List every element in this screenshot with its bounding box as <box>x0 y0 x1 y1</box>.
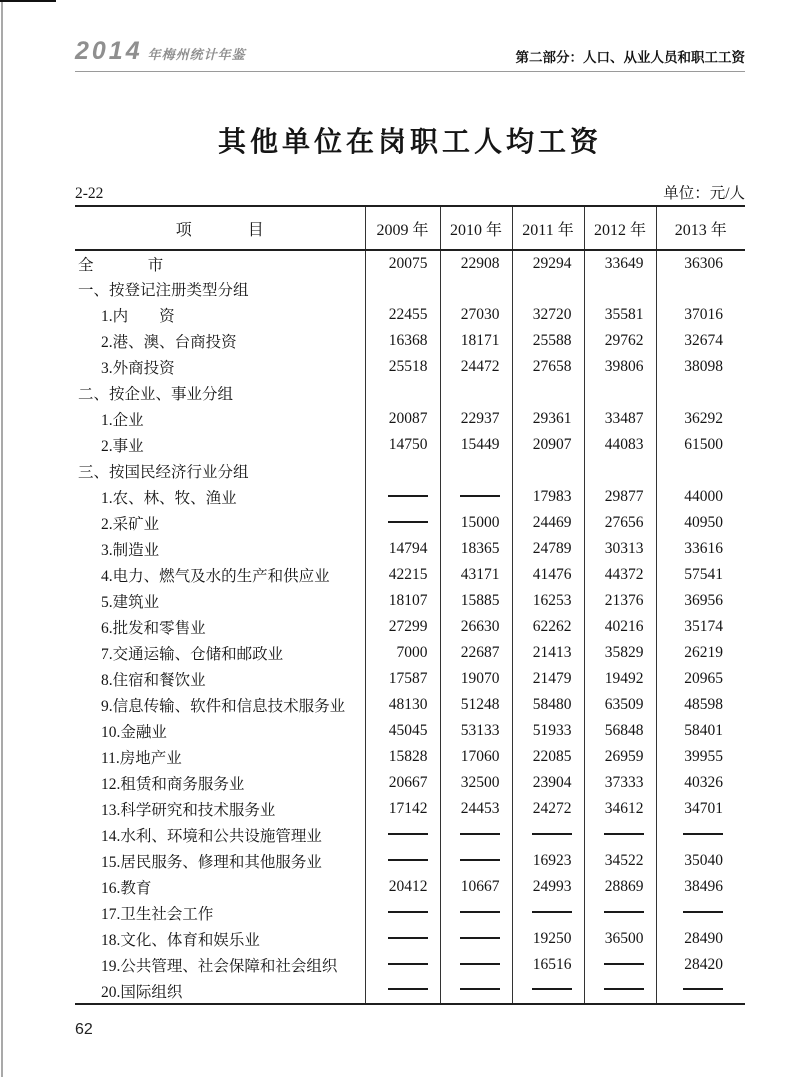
value-cell: 27030 <box>440 302 512 328</box>
table-row <box>75 848 745 874</box>
value-cell: 38098 <box>656 354 745 380</box>
value-cell: 35581 <box>584 302 656 328</box>
missing-value-dash <box>532 833 572 835</box>
missing-value-dash <box>460 937 500 939</box>
value-cell <box>512 900 584 926</box>
value-cell: 24789 <box>512 536 584 562</box>
value-cell <box>365 848 440 874</box>
missing-value-dash <box>388 833 428 835</box>
item-label-cell: 13.科学研究和技术服务业 <box>101 802 276 819</box>
value-cell <box>512 458 584 484</box>
header-row <box>75 206 745 250</box>
value-cell: 42215 <box>365 562 440 588</box>
item-label-cell: 3.制造业 <box>101 542 160 559</box>
value-cell <box>584 276 656 302</box>
value-cell: 34522 <box>584 848 656 874</box>
value-cell: 25518 <box>365 354 440 380</box>
value-cell: 24453 <box>440 796 512 822</box>
value-cell: 39955 <box>656 744 745 770</box>
missing-value-dash <box>388 495 428 497</box>
value-cell <box>584 900 656 926</box>
item-label-cell: 1.内 资 <box>101 308 175 325</box>
value-cell: 34612 <box>584 796 656 822</box>
value-cell: 20412 <box>365 874 440 900</box>
missing-value-dash <box>388 937 428 939</box>
yearbook-logo-text: 年梅州统计年鉴 <box>147 47 246 62</box>
missing-value-dash <box>388 521 428 523</box>
value-cell <box>656 822 745 848</box>
item-label-cell: 一、按登记注册类型分组 <box>78 282 249 299</box>
missing-value-dash <box>604 988 644 990</box>
value-cell <box>365 276 440 302</box>
value-cell: 14750 <box>365 432 440 458</box>
value-cell: 33649 <box>584 250 656 276</box>
unit-label: 单位：元/人 <box>663 185 745 202</box>
value-cell <box>512 276 584 302</box>
missing-value-dash <box>604 911 644 913</box>
value-cell <box>440 952 512 978</box>
table-row <box>75 614 745 640</box>
value-cell <box>365 510 440 536</box>
item-label-cell: 2.事业 <box>101 438 144 455</box>
value-cell <box>365 822 440 848</box>
item-label-cell: 3.外商投资 <box>101 360 175 377</box>
value-cell: 29294 <box>512 250 584 276</box>
value-cell: 21413 <box>512 640 584 666</box>
value-cell <box>440 848 512 874</box>
value-cell: 57541 <box>656 562 745 588</box>
table-row <box>75 926 745 952</box>
value-cell: 19250 <box>512 926 584 952</box>
value-cell: 53133 <box>440 718 512 744</box>
missing-value-dash <box>683 911 723 913</box>
value-cell: 21376 <box>584 588 656 614</box>
item-label-cell: 18.文化、体育和娱乐业 <box>101 932 260 949</box>
value-cell: 29762 <box>584 328 656 354</box>
value-cell <box>365 458 440 484</box>
value-cell <box>512 822 584 848</box>
missing-value-dash <box>388 859 428 861</box>
table-row <box>75 952 745 978</box>
value-cell: 20087 <box>365 406 440 432</box>
table-meta-row <box>75 181 745 203</box>
item-label-cell: 14.水利、环境和公共设施管理业 <box>101 828 322 845</box>
section-title: 第二部分：人口、从业人员和职工工资 <box>515 50 745 65</box>
value-cell: 15449 <box>440 432 512 458</box>
value-cell: 22455 <box>365 302 440 328</box>
item-label-cell: 7.交通运输、仓储和邮政业 <box>101 646 284 663</box>
value-cell: 15000 <box>440 510 512 536</box>
value-cell: 26219 <box>656 640 745 666</box>
value-cell <box>656 380 745 406</box>
value-cell <box>656 276 745 302</box>
item-label-cell: 9.信息传输、软件和信息技术服务业 <box>101 698 346 715</box>
table-row <box>75 796 745 822</box>
value-cell <box>365 926 440 952</box>
value-cell <box>365 484 440 510</box>
value-cell: 15885 <box>440 588 512 614</box>
value-cell: 56848 <box>584 718 656 744</box>
value-cell <box>440 978 512 1004</box>
value-cell: 26630 <box>440 614 512 640</box>
scan-corner-mark <box>0 0 56 2</box>
item-label-cell: 二、按企业、事业分组 <box>78 386 234 403</box>
table-row <box>75 588 745 614</box>
item-label-cell: 20.国际组织 <box>101 983 183 1001</box>
missing-value-dash <box>388 988 428 990</box>
missing-value-dash <box>388 911 428 913</box>
value-cell <box>584 380 656 406</box>
item-column-header: 项 目 <box>175 221 264 239</box>
missing-value-dash <box>460 988 500 990</box>
year-column-header: 2011 年 <box>512 206 584 250</box>
value-cell: 27658 <box>512 354 584 380</box>
value-cell <box>440 900 512 926</box>
value-cell: 24272 <box>512 796 584 822</box>
table-row <box>75 822 745 848</box>
missing-value-dash <box>388 963 428 965</box>
item-label-cell: 6.批发和零售业 <box>101 620 206 637</box>
value-cell: 58401 <box>656 718 745 744</box>
table-row <box>75 484 745 510</box>
value-cell: 61500 <box>656 432 745 458</box>
wage-table-body <box>75 250 745 1004</box>
value-cell: 40950 <box>656 510 745 536</box>
value-cell: 29877 <box>584 484 656 510</box>
value-cell: 24472 <box>440 354 512 380</box>
table-row <box>75 900 745 926</box>
value-cell: 51248 <box>440 692 512 718</box>
value-cell: 16368 <box>365 328 440 354</box>
value-cell: 18171 <box>440 328 512 354</box>
value-cell: 30313 <box>584 536 656 562</box>
table-row <box>75 718 745 744</box>
item-label-cell: 1.农、林、牧、渔业 <box>101 490 237 507</box>
value-cell <box>584 458 656 484</box>
missing-value-dash <box>460 963 500 965</box>
item-label-cell: 19.公共管理、社会保障和社会组织 <box>101 958 338 975</box>
item-label-cell: 1.企业 <box>101 412 144 429</box>
value-cell: 16253 <box>512 588 584 614</box>
value-cell: 7000 <box>365 640 440 666</box>
item-label-cell: 17.卫生社会工作 <box>101 906 214 923</box>
value-cell: 28869 <box>584 874 656 900</box>
value-cell <box>656 900 745 926</box>
value-cell: 22085 <box>512 744 584 770</box>
value-cell: 10667 <box>440 874 512 900</box>
table-row <box>75 458 745 484</box>
value-cell: 36500 <box>584 926 656 952</box>
value-cell: 22687 <box>440 640 512 666</box>
value-cell: 25588 <box>512 328 584 354</box>
value-cell: 37333 <box>584 770 656 796</box>
missing-value-dash <box>532 988 572 990</box>
missing-value-dash <box>683 833 723 835</box>
value-cell: 20667 <box>365 770 440 796</box>
value-cell: 45045 <box>365 718 440 744</box>
missing-value-dash <box>532 911 572 913</box>
missing-value-dash <box>460 911 500 913</box>
value-cell: 24993 <box>512 874 584 900</box>
value-cell: 20907 <box>512 432 584 458</box>
value-cell: 29361 <box>512 406 584 432</box>
item-label-cell: 4.电力、燃气及水的生产和供应业 <box>101 568 330 585</box>
table-row <box>75 562 745 588</box>
value-cell: 35829 <box>584 640 656 666</box>
value-cell: 35174 <box>656 614 745 640</box>
value-cell: 62262 <box>512 614 584 640</box>
missing-value-dash <box>683 988 723 990</box>
value-cell: 40326 <box>656 770 745 796</box>
value-cell: 16923 <box>512 848 584 874</box>
table-row <box>75 328 745 354</box>
value-cell <box>440 380 512 406</box>
value-cell: 17060 <box>440 744 512 770</box>
value-cell <box>656 458 745 484</box>
value-cell: 44000 <box>656 484 745 510</box>
value-cell <box>440 822 512 848</box>
value-cell: 44372 <box>584 562 656 588</box>
value-cell: 18107 <box>365 588 440 614</box>
value-cell: 36956 <box>656 588 745 614</box>
value-cell: 40216 <box>584 614 656 640</box>
value-cell <box>512 978 584 1004</box>
value-cell <box>584 822 656 848</box>
value-cell: 17587 <box>365 666 440 692</box>
missing-value-dash <box>460 859 500 861</box>
table-row <box>75 640 745 666</box>
value-cell <box>440 458 512 484</box>
value-cell: 48598 <box>656 692 745 718</box>
value-cell <box>365 380 440 406</box>
item-label-cell: 12.租赁和商务服务业 <box>101 776 245 793</box>
year-column-header: 2010 年 <box>440 206 512 250</box>
table-number: 2-22 <box>75 185 104 202</box>
page-number: 62 <box>75 1021 93 1038</box>
year-column-header: 2009 年 <box>365 206 440 250</box>
value-cell: 32674 <box>656 328 745 354</box>
table-row <box>75 692 745 718</box>
value-cell: 14794 <box>365 536 440 562</box>
table-row <box>75 874 745 900</box>
value-cell <box>584 952 656 978</box>
table-row <box>75 302 745 328</box>
value-cell <box>440 484 512 510</box>
scan-left-edge-line <box>1 0 3 1077</box>
table-row <box>75 250 745 276</box>
value-cell <box>584 978 656 1004</box>
value-cell: 33487 <box>584 406 656 432</box>
table-row <box>75 406 745 432</box>
yearbook-logo <box>75 37 246 66</box>
wage-table <box>75 205 745 1005</box>
item-label-cell: 15.居民服务、修理和其他服务业 <box>101 854 322 871</box>
value-cell: 19492 <box>584 666 656 692</box>
value-cell: 16516 <box>512 952 584 978</box>
table-row <box>75 744 745 770</box>
missing-value-dash <box>460 833 500 835</box>
item-label-cell: 10.金融业 <box>101 724 167 741</box>
value-cell <box>440 276 512 302</box>
table-row <box>75 276 745 302</box>
value-cell: 17983 <box>512 484 584 510</box>
value-cell: 22908 <box>440 250 512 276</box>
item-label-cell: 三、按国民经济行业分组 <box>78 464 249 481</box>
value-cell: 63509 <box>584 692 656 718</box>
value-cell: 27656 <box>584 510 656 536</box>
value-cell: 19070 <box>440 666 512 692</box>
value-cell: 20965 <box>656 666 745 692</box>
value-cell: 17142 <box>365 796 440 822</box>
value-cell: 35040 <box>656 848 745 874</box>
yearbook-logo-year: 2014 <box>75 37 143 65</box>
value-cell: 36306 <box>656 250 745 276</box>
value-cell <box>440 926 512 952</box>
item-label-cell: 2.采矿业 <box>101 516 160 533</box>
item-label-cell: 2.港、澳、台商投资 <box>101 334 237 351</box>
table-row <box>75 510 745 536</box>
value-cell: 23904 <box>512 770 584 796</box>
value-cell: 37016 <box>656 302 745 328</box>
value-cell: 58480 <box>512 692 584 718</box>
table-row <box>75 536 745 562</box>
item-label-cell: 全 市 <box>78 256 164 274</box>
value-cell: 38496 <box>656 874 745 900</box>
missing-value-dash <box>604 963 644 965</box>
value-cell: 41476 <box>512 562 584 588</box>
value-cell: 22937 <box>440 406 512 432</box>
value-cell: 24469 <box>512 510 584 536</box>
table-row <box>75 978 745 1004</box>
value-cell: 27299 <box>365 614 440 640</box>
value-cell: 18365 <box>440 536 512 562</box>
value-cell: 20075 <box>365 250 440 276</box>
item-label-cell: 11.房地产业 <box>101 750 182 767</box>
table-row <box>75 380 745 406</box>
value-cell: 15828 <box>365 744 440 770</box>
value-cell <box>656 978 745 1004</box>
wage-table-head <box>75 206 745 250</box>
value-cell <box>365 952 440 978</box>
value-cell: 51933 <box>512 718 584 744</box>
table-row <box>75 770 745 796</box>
value-cell <box>365 900 440 926</box>
value-cell: 28490 <box>656 926 745 952</box>
value-cell <box>512 380 584 406</box>
missing-value-dash <box>604 833 644 835</box>
value-cell: 48130 <box>365 692 440 718</box>
value-cell: 32720 <box>512 302 584 328</box>
item-label-cell: 5.建筑业 <box>101 594 160 611</box>
year-column-header: 2012 年 <box>584 206 656 250</box>
year-column-header: 2013 年 <box>656 206 745 250</box>
value-cell <box>365 978 440 1004</box>
missing-value-dash <box>460 495 500 497</box>
value-cell: 26959 <box>584 744 656 770</box>
value-cell: 43171 <box>440 562 512 588</box>
value-cell: 33616 <box>656 536 745 562</box>
value-cell: 44083 <box>584 432 656 458</box>
value-cell: 28420 <box>656 952 745 978</box>
value-cell: 36292 <box>656 406 745 432</box>
value-cell: 21479 <box>512 666 584 692</box>
item-label-cell: 8.住宿和餐饮业 <box>101 672 206 689</box>
table-row <box>75 432 745 458</box>
item-label-cell: 16.教育 <box>101 880 152 897</box>
running-header <box>75 38 745 72</box>
page-title: 其他单位在岗职工人均工资 <box>217 127 602 158</box>
table-row <box>75 666 745 692</box>
value-cell: 34701 <box>656 796 745 822</box>
table-row <box>75 354 745 380</box>
value-cell: 32500 <box>440 770 512 796</box>
value-cell: 39806 <box>584 354 656 380</box>
